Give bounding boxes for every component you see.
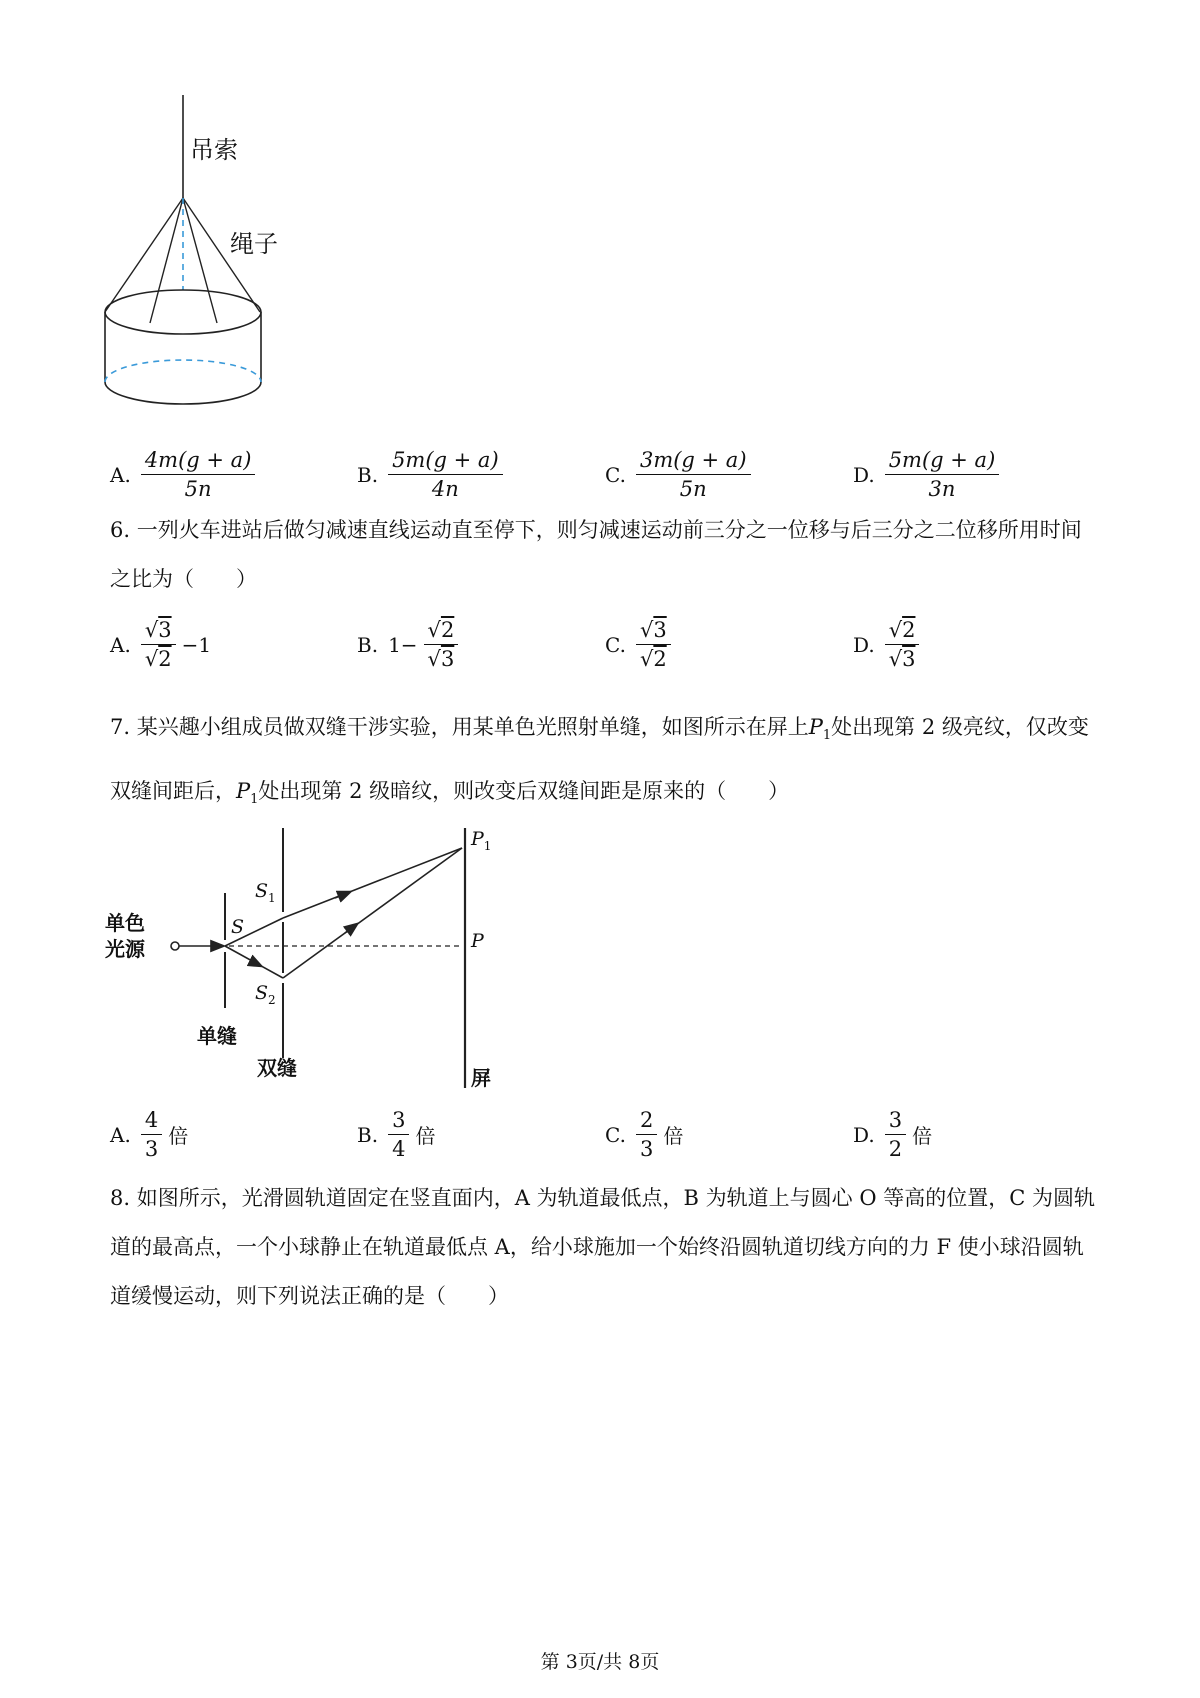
q7-option-c[interactable] [605,1108,683,1161]
q6-option-d[interactable] [853,618,919,671]
label-cable: 吊索 [190,136,238,164]
option-fraction: $\frac{5m(g + a)}{3n}$ [885,448,1000,501]
option-letter: C. [605,1122,626,1147]
option-tail: −1 [181,632,212,657]
option-fraction: $\frac{√3}{√2}$ [636,618,671,671]
label-s2: $S_2$ [255,982,276,1007]
q7-stem-line1: 7. 某兴趣小组成员做双缝干涉实验，用某单色光照射单缝，如图所示在屏上$P_1$处出现第 2 级亮纹，仅改变 [110,715,1089,744]
option-fraction: $\frac{√2}{√3}$ [885,618,920,671]
q6-option-b[interactable] [357,618,458,671]
q6-option-a[interactable] [110,618,211,671]
option-letter: C. [605,632,626,657]
option-tail: 倍 [912,1124,933,1148]
q8-stem-line1: 8. 如图所示，光滑圆轨道固定在竖直面内，A 为轨道最低点，B 为轨道上与圆心 O 等高的位置，C 为圆轨 [110,1186,1095,1210]
q7-option-b[interactable] [357,1108,435,1161]
option-fraction: $\frac{3m(g + a)}{5n}$ [636,448,751,501]
label-source: 单色 光源 [105,911,145,961]
option-fraction: $\frac{3}{4}$ [388,1108,409,1161]
option-fraction: $\frac{√2}{√3}$ [424,618,459,671]
option-letter: D. [853,632,875,657]
label-s1: $S_1$ [255,880,276,905]
label-rope: 绳子 [230,230,278,258]
option-letter: A. [110,462,131,487]
option-tail: 倍 [663,1124,684,1148]
option-letter: C. [605,462,626,487]
q5-option-a[interactable] [110,448,255,501]
option-letter: A. [110,632,131,657]
option-lead: 1− [388,632,418,657]
q7-option-d[interactable] [853,1108,932,1161]
option-fraction: $\frac{4}{3}$ [141,1108,162,1161]
q7-option-a[interactable] [110,1108,188,1161]
label-double-slit: 双缝 [257,1056,297,1080]
double-slit-diagram [105,828,525,1090]
option-fraction: $\frac{2}{3}$ [636,1108,657,1161]
option-letter: B. [357,1122,379,1147]
q6-stem-line2: 之比为（ ） [110,567,257,591]
label-p: P [471,930,484,952]
option-letter: B. [357,462,379,487]
option-tail: 倍 [168,1124,189,1148]
option-fraction: $\frac{5m(g + a)}{4n}$ [388,448,503,501]
q5-option-b[interactable] [357,448,503,501]
option-letter: D. [853,462,875,487]
q5-option-c[interactable] [605,448,751,501]
option-fraction: $\frac{4m(g + a)}{5n}$ [141,448,256,501]
page-footer: 第 3页/共 8页 [540,1651,660,1673]
option-letter: D. [853,1122,875,1147]
option-fraction: $\frac{√3}{√2}$ [141,618,176,671]
q5-option-d[interactable] [853,448,999,501]
q8-stem-line3: 道缓慢运动，则下列说法正确的是（ ） [110,1284,509,1308]
option-tail: 倍 [415,1124,436,1148]
figure-crane-cylinder [95,90,355,430]
q7-stem-line2: 双缝间距后，$P_1$处出现第 2 级暗纹，则改变后双缝间距是原来的（ ） [110,779,790,808]
q6-stem-line1: 6. 一列火车进站后做匀减速直线运动直至停下，则匀减速运动前三分之一位移与后三分之二位移所用时间 [110,518,1082,542]
q8-stem-line2: 道的最高点，一个小球静止在轨道最低点 A，给小球施加一个始终沿圆轨道切线方向的力 F 使小球沿圆轨 [110,1235,1084,1259]
label-p1: $P_1$ [471,828,492,853]
q6-option-c[interactable] [605,618,671,671]
option-letter: B. [357,632,379,657]
figure-double-slit [105,828,525,1090]
option-letter: A. [110,1122,131,1147]
label-single-slit: 单缝 [197,1024,237,1048]
option-fraction: $\frac{3}{2}$ [885,1108,906,1161]
label-s: S [231,916,245,938]
label-screen: 屏 [471,1066,491,1090]
